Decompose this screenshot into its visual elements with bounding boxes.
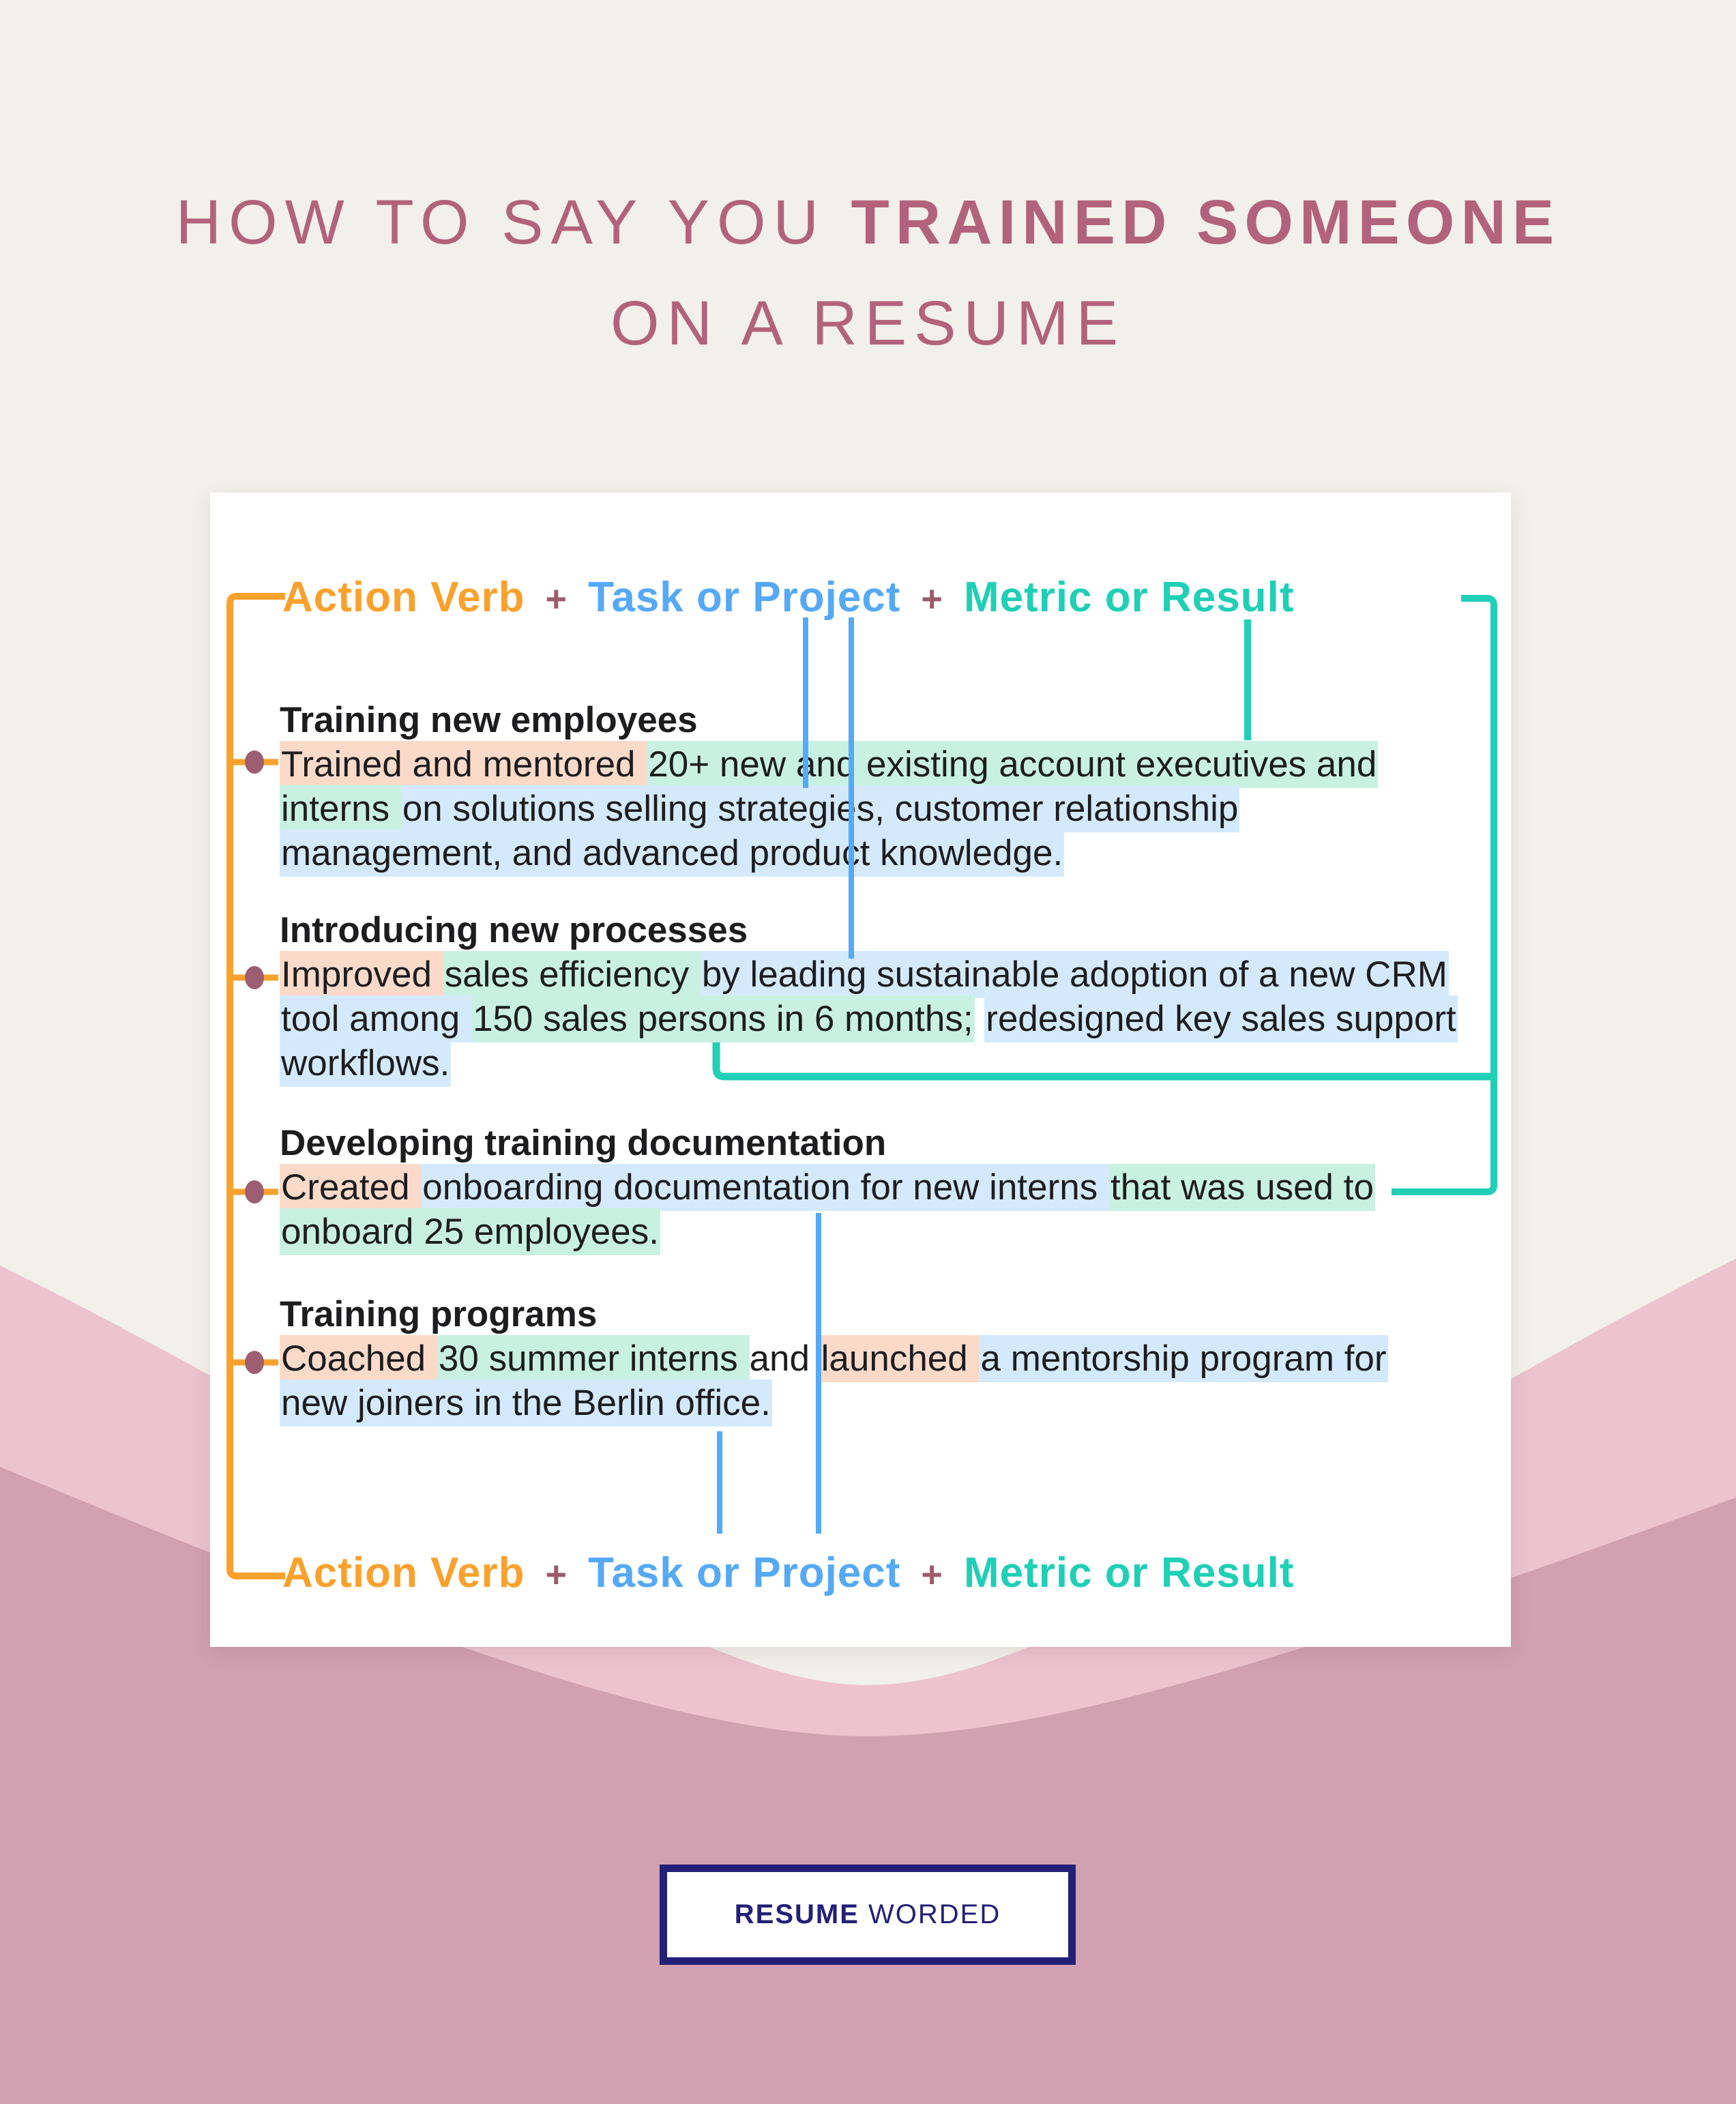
highlight-blue: workflows.	[280, 1040, 451, 1087]
highlight-peach: launched	[820, 1335, 980, 1382]
title-line2: ON A RESUME	[610, 289, 1126, 358]
plus-sign: +	[545, 579, 568, 619]
highlight-blue: a mentorship program for	[980, 1335, 1388, 1382]
highlight-blue: management, and advanced product knowledge.	[280, 830, 1064, 877]
section-training-new-employees	[280, 698, 1480, 875]
highlight-mint: that was used to	[1109, 1164, 1375, 1211]
infographic-card	[210, 493, 1511, 1647]
formula-task-or-project-label: Task or Project	[588, 1549, 901, 1596]
section-body	[280, 742, 1480, 875]
sections	[280, 698, 1480, 1458]
highlight-mint: interns	[280, 785, 401, 832]
highlight-peach: Improved	[280, 951, 443, 998]
logo-text-regular: WORDED	[859, 1899, 1001, 1929]
title-line1-bold: TRAINED SOMEONE	[851, 188, 1561, 257]
highlight-peach: Trained and mentored	[280, 741, 647, 788]
section-heading: Training programs	[280, 1294, 598, 1334]
section-introducing-new-processes	[280, 908, 1480, 1085]
formula-top	[282, 573, 1295, 622]
highlight-mint: 20+ new and existing account executives and	[647, 741, 1378, 788]
plus-sign: +	[545, 1554, 568, 1595]
highlight-blue: onboarding documentation for new interns	[421, 1164, 1109, 1211]
formula-action-verb-label: Action Verb	[282, 1549, 525, 1596]
highlight-mint: 30 summer interns	[437, 1335, 750, 1382]
highlight-peach: Created	[280, 1164, 421, 1211]
formula-metric-or-result-label: Metric or Result	[963, 1549, 1295, 1596]
highlight-mint: onboard 25 employees.	[280, 1208, 660, 1255]
formula-bottom	[282, 1549, 1295, 1597]
title-line1-regular: HOW TO SAY YOU	[175, 188, 851, 257]
logo-text-bold: RESUME	[734, 1899, 859, 1929]
formula-action-verb-label: Action Verb	[282, 574, 525, 621]
highlight-blue: redesigned key sales support	[984, 995, 1457, 1042]
section-body	[280, 1165, 1480, 1254]
highlight-peach: Coached	[280, 1335, 437, 1382]
section-body	[280, 1336, 1480, 1425]
page-title	[0, 172, 1736, 374]
highlight-mint: 150 sales persons in 6 months;	[471, 995, 975, 1042]
plain-text: and	[749, 1339, 820, 1379]
highlight-mint: sales efficiency	[443, 951, 701, 998]
formula-task-or-project-label: Task or Project	[588, 574, 901, 621]
formula-metric-or-result-label: Metric or Result	[963, 574, 1295, 621]
highlight-blue: new joiners in the Berlin office.	[280, 1379, 772, 1427]
section-training-programs	[280, 1292, 1480, 1425]
section-heading: Introducing new processes	[280, 910, 748, 950]
section-heading: Developing training documentation	[280, 1123, 887, 1163]
highlight-blue: on solutions selling strategies, customer relationship	[401, 785, 1240, 832]
plus-sign: +	[921, 1554, 943, 1595]
highlight-blue: tool among	[280, 995, 471, 1042]
section-developing-training-documentation	[280, 1121, 1480, 1254]
plain-text	[975, 999, 985, 1039]
title-line1	[0, 172, 1736, 273]
section-heading: Training new employees	[280, 700, 698, 740]
section-body	[280, 952, 1480, 1085]
highlight-blue: by leading sustainable adoption of a new CRM	[701, 951, 1449, 998]
resume-worded-logo	[660, 1865, 1076, 1965]
plus-sign: +	[921, 579, 943, 619]
